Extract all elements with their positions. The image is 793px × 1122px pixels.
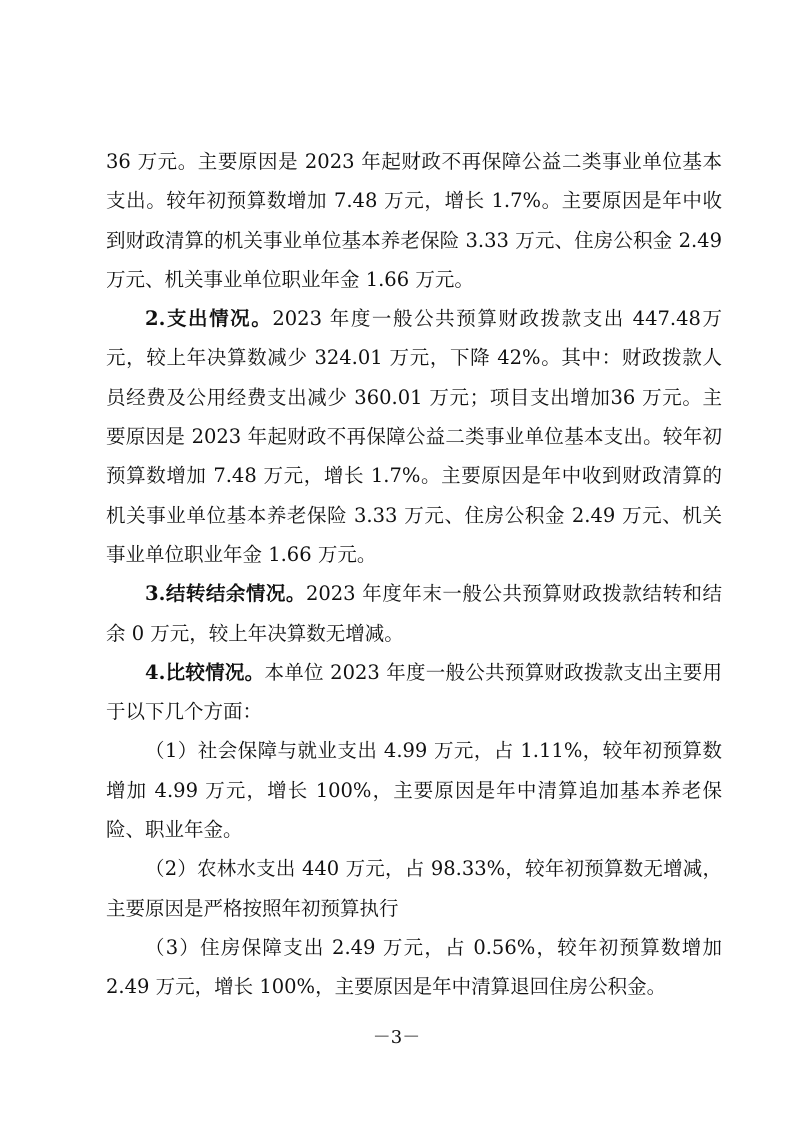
page-number: －3－ — [372, 1027, 421, 1048]
body-text — [106, 142, 722, 1007]
paragraph-income-continued: 36 万元。主要原因是 2023 年起财政不再保障公益二类事业单位基本支出。较年初预算数增加 7.48 万元，增长 1.7%。主要原因是年中收到财政清算的机关事业单位基本养老保险 3.33 万元、住房公积金 2.49 万元、机关事业单位职业年金 1.66 万元。 — [106, 150, 722, 291]
paragraph-item-agriculture: （2）农林水支出 440 万元，占 98.33%，较年初预算数无增减，主要原因是严格按照年初预算执行 — [106, 857, 722, 920]
paragraph-expenditure: 2.支出情况。2023 年度一般公共预算财政拨款支出 447.48万元，较上年决算数减少 324.01 万元，下降 42%。其中：财政拨款人员经费及公用经费支出减少 360.01 万元；项目支出增加36 万元。主要原因是 2023 年起财政不再保障公益二类事业单位基本支出。较年初预算数增加 7.48 万元，增长 1.7%。主要原因是年中收到财政清算的机关事业单位基本养老保险 3.33 万元、住房公积金 2.49 万元、机关事业单位职业年金 1.66 万元。 — [106, 307, 722, 566]
paragraph-carryover: 3.结转结余情况。2023 年度年末一般公共预算财政拨款结转和结余 0 万元，较上年决算数无增减。 — [106, 582, 722, 645]
section-heading: 3.结转结余情况。 — [145, 582, 306, 606]
paragraph-item-social-security: （1）社会保障与就业支出 4.99 万元，占 1.11%，较年初预算数增加 4.99 万元，增长 100%，主要原因是年中清算追加基本养老保险、职业年金。 — [106, 739, 722, 842]
section-heading: 4.比较情况。 — [145, 660, 265, 684]
paragraph-comparison: 4.比较情况。本单位 2023 年度一般公共预算财政拨款支出主要用于以下几个方面： — [106, 660, 722, 724]
paragraph-item-housing: （3）住房保障支出 2.49 万元，占 0.56%，较年初预算数增加 2.49 万元，增长 100%，主要原因是年中清算退回住房公积金。 — [106, 935, 722, 999]
section-heading: 2.支出情况。 — [145, 307, 273, 331]
